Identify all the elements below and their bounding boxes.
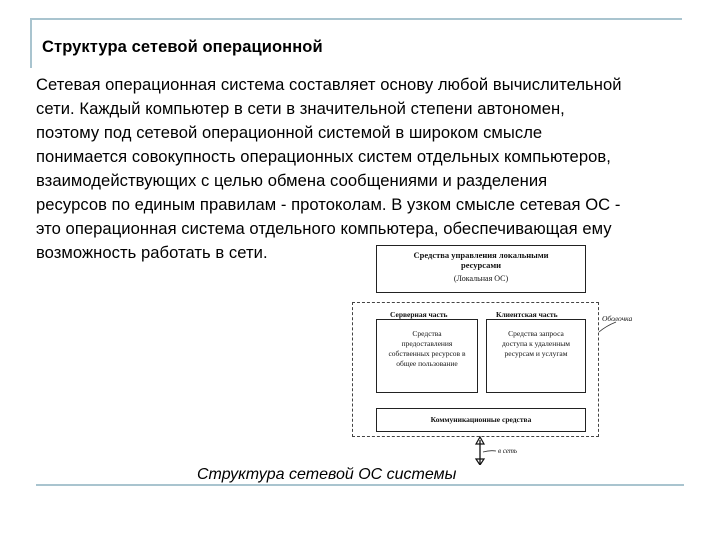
body-line: сети. Каждый компьютер в сети в значительной степени автономен, [36,99,565,118]
diagram-caption: Структура сетевой ОС системы [197,466,457,483]
body-line: это операционная система отдельного компьютера, обеспечивающая ему [36,219,612,238]
slide-title: Структура сетевой операционной [42,38,323,56]
client-part-label: Клиентская часть [496,310,558,319]
body-line: взаимодействующих с целью обмена сообщениями и разделения [36,171,548,190]
left-accent-rule [30,18,32,68]
top-rule [30,18,682,20]
server-part-label: Серверная часть [390,310,448,319]
body-paragraph [36,73,686,265]
body-line: возможность работать в сети. [36,243,268,262]
local-os-label: (Локальная ОС) [453,274,509,283]
bottom-rule [36,484,684,486]
shell-pointer-line [599,322,616,332]
network-label: в сеть [498,447,518,455]
body-line: понимается совокупность операционных систем отдельных компьютеров, [36,147,611,166]
body-line: Сетевая операционная система составляет основу любой вычислительной [36,75,622,94]
local-resources-title: Средства управления локальными ресурсами [413,250,549,270]
body-line: поэтому под сетевой операционной системой в широком смысле [36,123,543,142]
network-pointer-line [483,451,496,452]
network-os-diagram [330,240,650,465]
client-part-box: Средства запроса доступа к удаленным ресурсам и услугам [486,319,586,393]
network-double-arrow-icon [476,437,484,465]
server-part-box: Средства предоставления собственных ресурсов в общее пользование [376,319,478,393]
communication-box: Коммуникационные средства [376,408,586,432]
shell-label: Оболочка [602,314,633,323]
diagram-connectors [330,240,650,465]
body-line: ресурсов по единым правилам - протоколам. В узком смысле сетевая ОС - [36,195,621,214]
